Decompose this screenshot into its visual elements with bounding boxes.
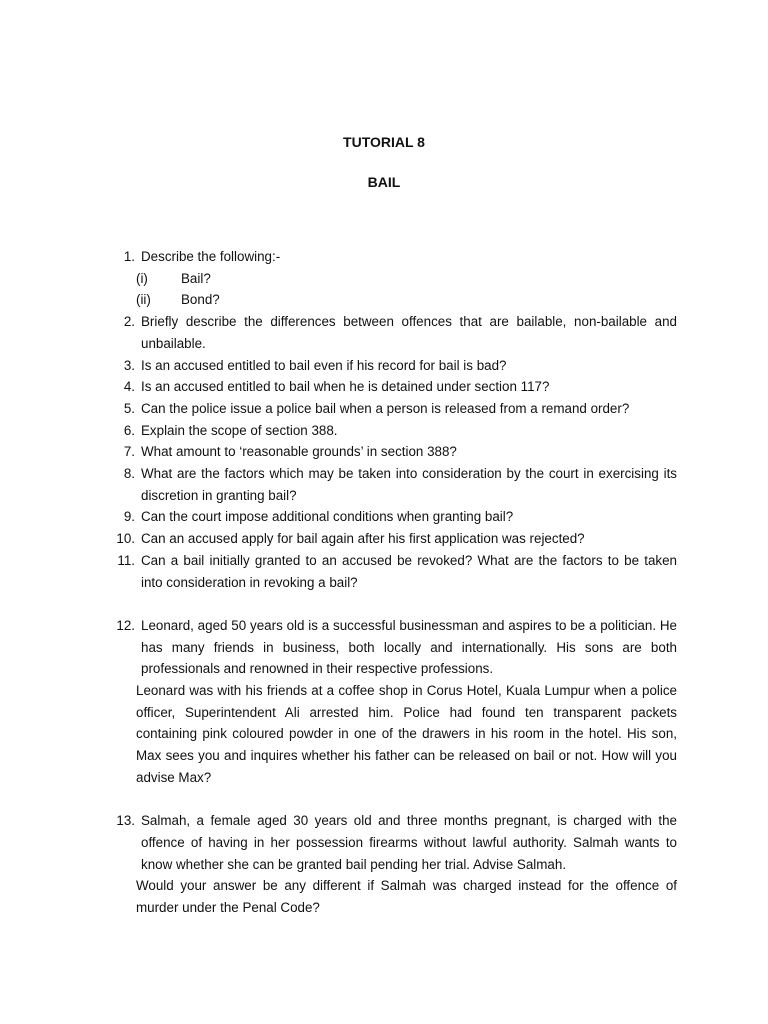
question-1 xyxy=(116,246,677,268)
question-number: 9. xyxy=(123,509,135,525)
question-13 xyxy=(116,810,677,875)
question-number: 11. xyxy=(117,552,135,568)
question-text: Explain the scope of section 388. xyxy=(141,422,338,438)
sub-item-text: Bond? xyxy=(181,292,220,308)
question-12-scenario: Leonard was with his friends at a coffee shop in Corus Hotel, Kuala Lumpur when a police officer, Superintendent Ali arrested him. Police had found ten transparent packets containing pink coloured powder in one of the drawers in his room in the hotel. His son, Max sees you and inquires whether his father can be released on bail or not. How will you advise Max? xyxy=(136,683,677,785)
question-13-followup: Would your answer be any different if Salmah was charged instead for the offence of murder under the Penal Code? xyxy=(136,878,677,916)
question-number: 4. xyxy=(123,379,135,395)
question-text: Can the police issue a police bail when a person is released from a remand order? xyxy=(141,400,630,416)
question-number: 7. xyxy=(123,444,135,460)
question-11 xyxy=(116,550,677,593)
question-text: Is an accused entitled to bail even if his record for bail is bad? xyxy=(141,357,507,373)
page-title: TUTORIAL 8 xyxy=(343,134,425,150)
question-text: Can the court impose additional conditions when granting bail? xyxy=(141,509,514,525)
question-number: 5. xyxy=(123,400,135,416)
question-text: Can a bail initially granted to an accused be revoked? What are the factors to be taken into consideration in revoking a bail? xyxy=(141,552,677,590)
question-number: 13. xyxy=(116,813,135,829)
question-12 xyxy=(116,615,677,680)
sub-item-number: (i) xyxy=(136,270,148,286)
sub-item-i xyxy=(116,268,677,290)
question-number: 12. xyxy=(116,617,135,633)
question-6 xyxy=(116,420,677,442)
question-text: Describe the following:- xyxy=(141,249,281,264)
question-text: Salmah, a female aged 30 years old and three months pregnant, is charged with the offence of having in her possession firearms without lawful authority. Salmah wants to know whether she can be granted bail pending her trial. Advise Salmah. xyxy=(141,813,677,872)
spacer xyxy=(116,789,677,811)
question-number: 1. xyxy=(123,249,135,264)
question-4 xyxy=(116,376,677,398)
sub-item-text: Bail? xyxy=(181,270,211,286)
question-2 xyxy=(116,311,677,354)
page-subtitle: BAIL xyxy=(367,174,401,190)
question-10 xyxy=(116,528,677,550)
sub-item-number: (ii) xyxy=(136,292,151,308)
question-number: 3. xyxy=(123,357,135,373)
question-text: What amount to ‘reasonable grounds’ in section 388? xyxy=(141,444,457,460)
question-number: 10. xyxy=(116,531,135,547)
question-3 xyxy=(116,355,677,377)
question-number: 8. xyxy=(123,466,135,482)
spacer xyxy=(116,593,677,615)
question-number: 6. xyxy=(123,422,135,438)
question-text: Briefly describe the differences between offences that are bailable, non-bailable and unbailable. xyxy=(141,314,677,351)
question-list xyxy=(116,246,677,919)
question-text: Is an accused entitled to bail when he is detained under section 117? xyxy=(141,379,550,395)
question-text: Leonard, aged 50 years old is a successful businessman and aspires to be a politician. He has many friends in business, both locally and internationally. His sons are both professionals and renowned in their respective professions. xyxy=(141,617,677,677)
sub-item-ii xyxy=(116,289,677,311)
question-9 xyxy=(116,506,677,528)
question-7 xyxy=(116,441,677,463)
question-text: Can an accused apply for bail again after his first application was rejected? xyxy=(141,531,585,547)
question-text: What are the factors which may be taken into consideration by the court in exercising its discretion in granting bail? xyxy=(141,466,677,503)
question-5 xyxy=(116,398,677,420)
question-number: 2. xyxy=(123,314,135,330)
question-8 xyxy=(116,463,677,506)
